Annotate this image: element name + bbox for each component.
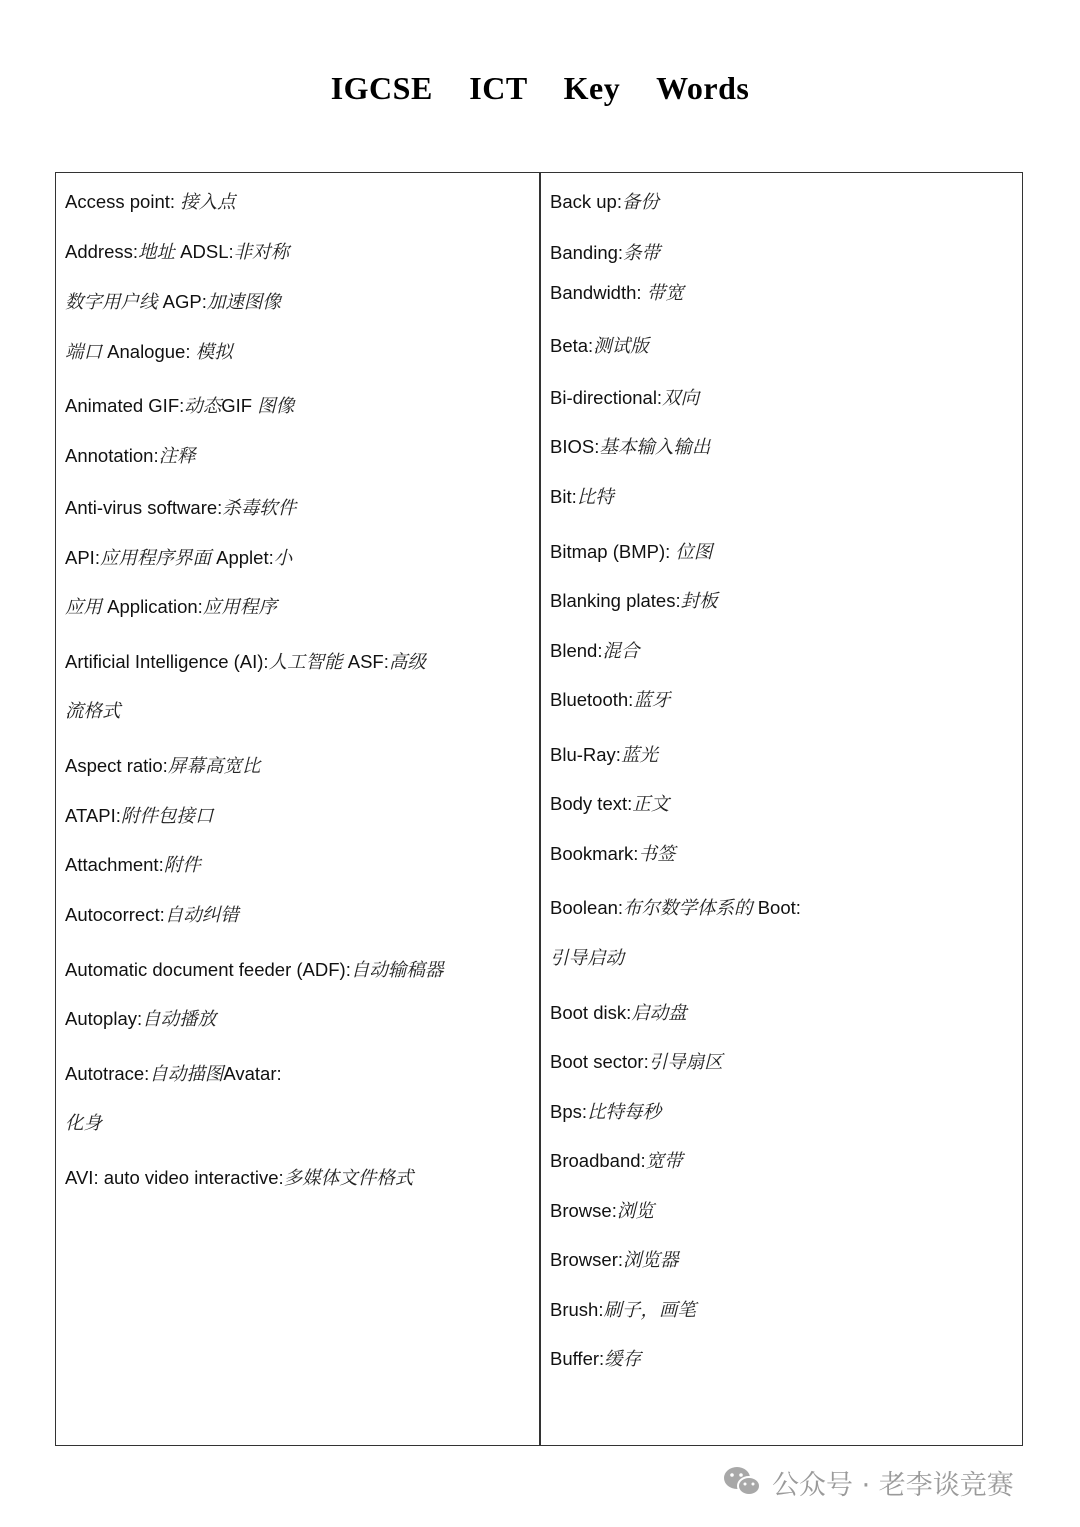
term-chinese: 位图: [675, 542, 713, 563]
term-chinese: 基本输入输出: [599, 437, 711, 458]
term-chinese: 测试版: [593, 336, 649, 357]
term-english: Boot:: [752, 897, 801, 918]
page-title: IGCSE ICT Key Words: [330, 70, 750, 106]
term-entry: [550, 334, 649, 359]
term-english: API:: [65, 547, 100, 568]
term-english: Bi-directional:: [550, 387, 663, 408]
term-english: Brush:: [550, 1299, 604, 1320]
term-english: Autotrace:: [65, 1063, 150, 1084]
term-english: Autocorrect:: [65, 904, 165, 925]
term-english: Boot disk:: [550, 1002, 632, 1023]
term-english: Autoplay:: [65, 1008, 143, 1029]
term-chinese: 浏览: [616, 1201, 654, 1222]
term-chinese: 双向: [662, 388, 700, 409]
term-english: Bandwidth:: [550, 282, 647, 303]
term-chinese: 比特: [576, 487, 614, 508]
term-chinese: 蓝光: [620, 745, 658, 766]
term-entry: [65, 1062, 282, 1087]
term-chinese: 比特每秒: [587, 1102, 662, 1123]
term-english: Bluetooth:: [550, 689, 634, 710]
term-entry: [550, 743, 658, 768]
term-entry: [550, 1149, 683, 1174]
term-entry: [65, 340, 233, 365]
term-chinese: 布尔数学体系的: [623, 898, 753, 919]
term-entry: [65, 290, 281, 315]
term-english: GIF: [221, 395, 258, 416]
term-entry: [65, 1111, 102, 1136]
term-entry: [550, 792, 669, 817]
term-chinese: 书签: [638, 844, 676, 865]
term-chinese: 备份: [622, 192, 660, 213]
term-entry: [65, 903, 239, 928]
term-entry: [550, 540, 712, 565]
term-chinese: 接入点: [180, 192, 236, 213]
term-english: Application:: [102, 596, 203, 617]
term-english: Access point:: [65, 191, 181, 212]
term-english: Beta:: [550, 335, 594, 356]
term-chinese: 流格式: [65, 701, 121, 722]
term-chinese: 条带: [623, 243, 661, 264]
term-english: BIOS:: [550, 436, 600, 457]
term-chinese: 人工智能: [268, 652, 343, 673]
term-english: Banding:: [550, 242, 624, 263]
term-entry: [550, 1001, 687, 1026]
term-english: Attachment:: [65, 854, 164, 875]
term-entry: [550, 946, 624, 971]
term-entry: [550, 1298, 696, 1323]
term-entry: [550, 386, 699, 411]
term-entry: [550, 589, 718, 614]
term-chinese: 启动盘: [631, 1003, 687, 1024]
term-english: Browser:: [550, 1249, 623, 1270]
term-chinese: 多媒体文件格式: [283, 1168, 414, 1189]
term-entry: [65, 754, 260, 779]
term-entry: [65, 240, 289, 265]
term-english: Broadband:: [550, 1150, 646, 1171]
term-english: Body text:: [550, 793, 633, 814]
term-entry: [550, 1100, 661, 1125]
term-chinese: 自动描图: [149, 1064, 224, 1085]
term-chinese: 应用: [65, 597, 103, 618]
term-entry: [550, 1347, 641, 1372]
term-english: Blanking plates:: [550, 590, 681, 611]
term-english: Back up:: [550, 191, 622, 212]
term-entry: [65, 1007, 216, 1032]
watermark-text: 公众号 · 老李谈竞赛: [772, 1469, 1014, 1501]
term-entry: [550, 1248, 679, 1273]
term-chinese: 加速图像: [206, 292, 281, 313]
term-chinese: 自动输稿器: [350, 960, 444, 981]
term-chinese: 引导扇区: [648, 1052, 723, 1073]
term-english: ATAPI:: [65, 805, 121, 826]
term-entry: [65, 595, 277, 620]
term-chinese: 应用程序: [202, 597, 277, 618]
term-english: Avatar:: [223, 1063, 282, 1084]
term-english: Annotation:: [65, 445, 159, 466]
term-chinese: 封板: [680, 591, 718, 612]
term-english: Bit:: [550, 486, 577, 507]
term-english: Animated GIF:: [65, 395, 185, 416]
term-english: Boot sector:: [550, 1051, 649, 1072]
term-chinese: 带宽: [646, 283, 684, 304]
term-entry: [550, 281, 684, 306]
term-chinese: 正文: [632, 794, 670, 815]
term-chinese: 刷子，画笔: [603, 1300, 696, 1321]
term-english: Buffer:: [550, 1348, 605, 1369]
term-english: Artificial Intelligence (AI):: [65, 651, 269, 672]
term-english: AVI: auto video interactive:: [65, 1167, 284, 1188]
term-chinese: 宽带: [645, 1151, 683, 1172]
term-entry: [65, 496, 296, 521]
term-chinese: 浏览器: [623, 1250, 679, 1271]
term-entry: [65, 190, 236, 215]
term-entry: [550, 241, 660, 266]
term-english: Aspect ratio:: [65, 755, 168, 776]
term-english: Blend:: [550, 640, 603, 661]
term-entry: [550, 688, 670, 713]
term-entry: [65, 650, 426, 675]
term-chinese: 高级: [388, 652, 426, 673]
term-chinese: 模拟: [195, 342, 233, 363]
term-entry: [65, 853, 201, 878]
term-entry: [65, 1166, 413, 1191]
term-chinese: 蓝牙: [633, 690, 671, 711]
term-chinese: 自动纠错: [164, 905, 239, 926]
term-chinese: 附件: [163, 855, 201, 876]
term-english: ASF:: [342, 651, 389, 672]
term-chinese: 应用程序界面: [99, 548, 211, 569]
term-chinese: 图像: [257, 396, 295, 417]
term-chinese: 数字用户线: [65, 292, 158, 313]
term-entry: [550, 435, 710, 460]
term-chinese: 缓存: [604, 1349, 642, 1370]
term-entry: [550, 485, 614, 510]
term-entry: [65, 958, 443, 983]
wechat-icon: [722, 1465, 762, 1499]
term-entry: [550, 1199, 654, 1224]
term-chinese: 动态: [184, 396, 222, 417]
term-english: Bps:: [550, 1101, 588, 1122]
term-chinese: 端口: [65, 342, 103, 363]
term-entry: [65, 804, 213, 829]
term-chinese: 自动播放: [142, 1009, 217, 1030]
term-english: Applet:: [210, 547, 274, 568]
term-entry: [65, 444, 196, 469]
term-entry: [550, 842, 675, 867]
term-chinese: 混合: [602, 641, 640, 662]
term-chinese: 注释: [158, 446, 196, 467]
watermark: [722, 1460, 1014, 1504]
term-english: ADSL:: [175, 241, 234, 262]
term-chinese: 引导启动: [550, 948, 625, 969]
term-chinese: 地址: [138, 242, 176, 263]
term-entry: [550, 639, 639, 664]
term-english: Automatic document feeder (ADF):: [65, 959, 351, 980]
term-entry: [65, 546, 292, 571]
term-english: AGP:: [157, 291, 207, 312]
term-english: Address:: [65, 241, 139, 262]
term-chinese: 化身: [65, 1113, 103, 1134]
term-english: Blu-Ray:: [550, 744, 621, 765]
term-chinese: 附件包接口: [120, 806, 214, 827]
term-english: Analogue:: [102, 341, 196, 362]
term-english: Boolean:: [550, 897, 624, 918]
term-chinese: 小: [273, 548, 293, 569]
term-english: Browse:: [550, 1200, 617, 1221]
term-entry: [65, 394, 294, 419]
column-divider: [539, 172, 541, 1446]
term-chinese: 杀毒软件: [222, 498, 297, 519]
term-chinese: 屏幕高宽比: [167, 756, 261, 777]
term-chinese: 非对称: [233, 242, 290, 263]
term-entry: [550, 1050, 723, 1075]
term-entry: [65, 699, 121, 724]
term-english: Bitmap (BMP):: [550, 541, 676, 562]
term-english: Anti-virus software:: [65, 497, 223, 518]
term-entry: [550, 896, 801, 921]
term-english: Bookmark:: [550, 843, 639, 864]
term-entry: [550, 190, 659, 215]
